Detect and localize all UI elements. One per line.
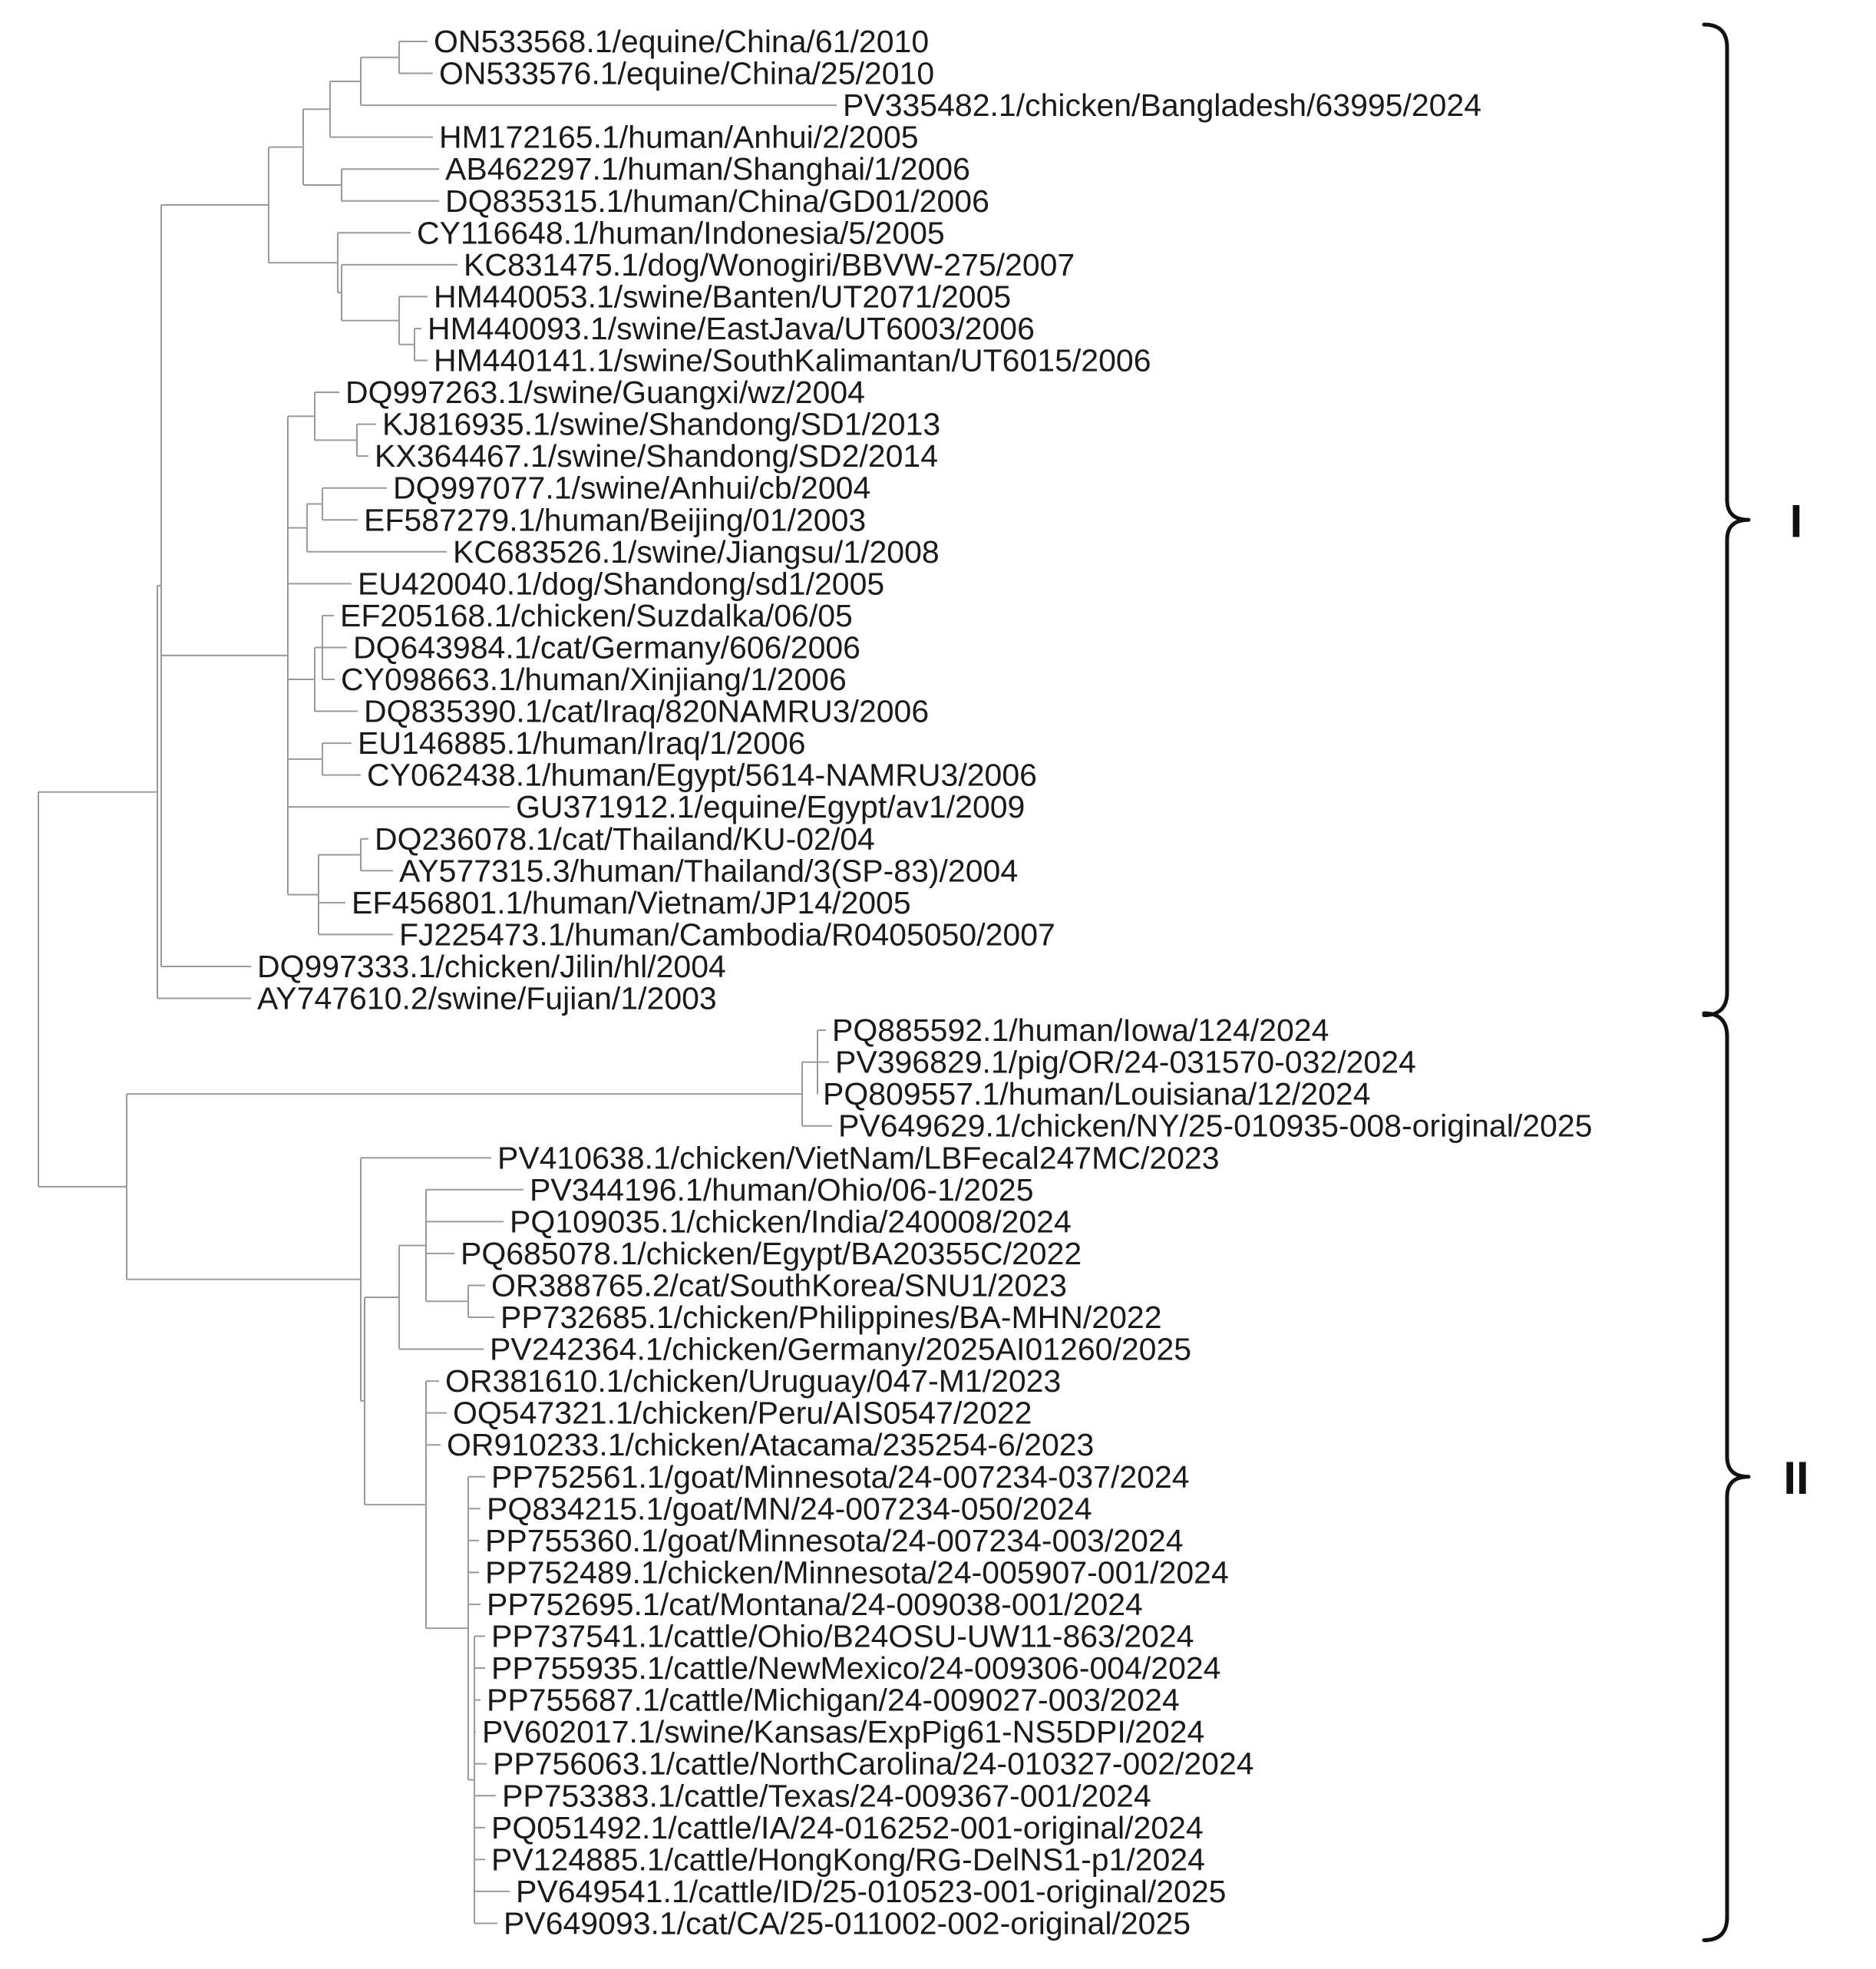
leaf-label: EU420040.1/dog/Shandong/sd1/2005 (358, 566, 885, 602)
clade-bracket (1704, 1013, 1749, 1940)
leaf-label: PV649093.1/cat/CA/25-011002-002-original/2025 (504, 1905, 1191, 1941)
leaf-label: DQ835390.1/cat/Iraq/820NAMRU3/2006 (364, 693, 930, 729)
leaf-label: CY098663.1/human/Xinjiang/1/2006 (341, 662, 847, 697)
leaf-label: DQ997077.1/swine/Anhui/cb/2004 (393, 470, 871, 506)
leaf-labels (257, 24, 1592, 1941)
leaf-label: EF205168.1/chicken/Suzdalka/06/05 (340, 597, 853, 633)
leaf-label: KX364467.1/swine/Shandong/SD2/2014 (375, 438, 939, 474)
leaf-label: PP752561.1/goat/Minnesota/24-007234-037/2024 (491, 1459, 1190, 1495)
leaf-label: OR910233.1/chicken/Atacama/235254-6/2023 (447, 1427, 1095, 1463)
leaf-label: PP752695.1/cat/Montana/24-009038-001/2024 (487, 1586, 1143, 1622)
clade-bracket (1704, 25, 1749, 1016)
leaf-label: EF587279.1/human/Beijing/01/2003 (364, 502, 867, 538)
leaf-label: HM440141.1/swine/SouthKalimantan/UT6015/2006 (434, 342, 1151, 378)
leaf-label: PP755687.1/cattle/Michigan/24-009027-003/2024 (487, 1682, 1180, 1718)
leaf-label: PQ834215.1/goat/MN/24-007234-050/2024 (487, 1491, 1092, 1527)
leaf-label: HM440053.1/swine/Banten/UT2071/2005 (434, 279, 1012, 315)
leaf-label: PQ809557.1/human/Louisiana/12/2024 (823, 1076, 1371, 1112)
clade-brackets (1704, 25, 1809, 1940)
leaf-label: PP755935.1/cattle/NewMexico/24-009306-004/2024 (491, 1650, 1221, 1687)
leaf-label: DQ236078.1/cat/Thailand/KU-02/04 (375, 821, 875, 857)
leaf-label: PV242364.1/chicken/Germany/2025AI01260/2025 (490, 1331, 1192, 1367)
clade-label: I (1789, 495, 1803, 547)
leaf-label: GU371912.1/equine/Egypt/av1/2009 (516, 789, 1026, 825)
leaf-label: DQ997263.1/swine/Guangxi/wz/2004 (345, 375, 865, 411)
leaf-label: OQ547321.1/chicken/Peru/AIS0547/2022 (453, 1395, 1032, 1431)
leaf-label: PP737541.1/cattle/Ohio/B24OSU-UW11-863/2024 (491, 1618, 1194, 1654)
leaf-label: DQ835315.1/human/China/GD01/2006 (445, 183, 989, 219)
leaf-label: KC831475.1/dog/Wonogiri/BBVW-275/2007 (464, 246, 1075, 282)
leaf-label: KJ816935.1/swine/Shandong/SD1/2013 (382, 406, 941, 442)
leaf-label: PQ051492.1/cattle/IA/24-016252-001-original/2024 (491, 1809, 1204, 1845)
leaf-label: OR381610.1/chicken/Uruguay/047-M1/2023 (445, 1363, 1062, 1399)
leaf-label: PV344196.1/human/Ohio/06-1/2025 (530, 1171, 1034, 1207)
leaf-label: PQ885592.1/human/Iowa/124/2024 (832, 1013, 1329, 1049)
leaf-label: AB462297.1/human/Shanghai/1/2006 (445, 151, 970, 187)
leaf-label: CY062438.1/human/Egypt/5614-NAMRU3/2006 (367, 757, 1037, 793)
leaf-label: HM172165.1/human/Anhui/2/2005 (439, 119, 919, 155)
leaf-label: PQ685078.1/chicken/Egypt/BA20355C/2022 (461, 1235, 1082, 1271)
leaf-label: DQ997333.1/chicken/Jilin/hl/2004 (257, 948, 726, 984)
leaf-label: PV335482.1/chicken/Bangladesh/63995/2024 (843, 88, 1482, 124)
leaf-label: AY747610.2/swine/Fujian/1/2003 (257, 980, 717, 1016)
leaf-label: DQ643984.1/cat/Germany/606/2006 (353, 629, 860, 666)
leaf-label: PV124885.1/cattle/HongKong/RG-DelNS1-p1/2024 (491, 1842, 1205, 1878)
leaf-label: PV649629.1/chicken/NY/25-010935-008-original/2025 (838, 1108, 1593, 1144)
leaf-label: PP755360.1/goat/Minnesota/24-007234-003/2024 (485, 1522, 1184, 1558)
leaf-label: FJ225473.1/human/Cambodia/R0405050/2007 (399, 917, 1055, 953)
leaf-label: EF456801.1/human/Vietnam/JP14/2005 (352, 884, 911, 920)
leaf-label: PV396829.1/pig/OR/24-031570-032/2024 (835, 1044, 1416, 1080)
leaf-label: CY116648.1/human/Indonesia/5/2005 (417, 215, 945, 251)
leaf-label: PP756063.1/cattle/NorthCarolina/24-010327-002/2024 (493, 1746, 1254, 1782)
clade-label: II (1783, 1452, 1809, 1504)
leaf-label: PQ109035.1/chicken/India/240008/2024 (510, 1204, 1072, 1240)
leaf-label: PV649541.1/cattle/ID/25-010523-001-original/2025 (516, 1873, 1227, 1909)
leaf-label: PP752489.1/chicken/Minnesota/24-005907-001/2024 (485, 1554, 1229, 1591)
leaf-label: PP732685.1/chicken/Philippines/BA-MHN/2022 (500, 1300, 1162, 1335)
leaf-label: AY577315.3/human/Thailand/3(SP-83)/2004 (399, 853, 1019, 889)
leaf-label: ON533576.1/equine/China/25/2010 (439, 55, 935, 91)
leaf-label: OR388765.2/cat/SouthKorea/SNU1/2023 (491, 1267, 1067, 1303)
leaf-label: PP753383.1/cattle/Texas/24-009367-001/2024 (502, 1778, 1151, 1814)
leaf-label: PV410638.1/chicken/VietNam/LBFecal247MC/2023 (497, 1140, 1220, 1176)
leaf-label: PV602017.1/swine/Kansas/ExpPig61-NS5DPI/2024 (482, 1714, 1205, 1750)
leaf-label: HM440093.1/swine/EastJava/UT6003/2006 (428, 310, 1035, 346)
leaf-label: KC683526.1/swine/Jiangsu/1/2008 (453, 534, 940, 570)
leaf-label: EU146885.1/human/Iraq/1/2006 (358, 725, 806, 762)
leaf-label: ON533568.1/equine/China/61/2010 (434, 24, 930, 59)
